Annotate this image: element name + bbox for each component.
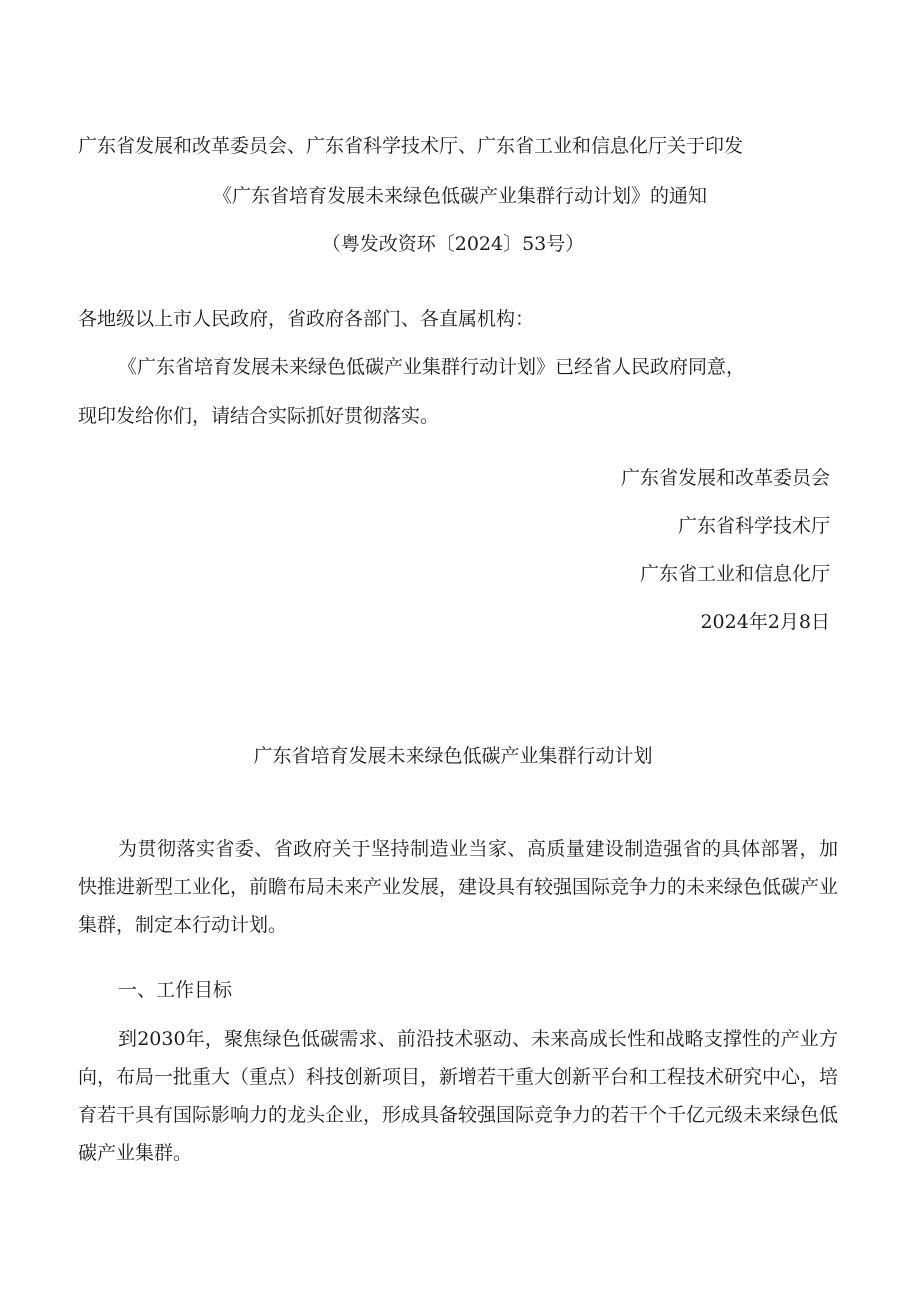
notice-doc-number: （粤发改资环〔2024〕53号）	[321, 233, 585, 255]
section1-paragraph: 到2030年，聚焦绿色低碳需求、前沿技术驱动、未来高成长性和战略支撑性的产业方向，布局一批重大（重点）科技创新项目，新增若干重大创新平台和工程技术研究中心，培育若干具有国际影响力的龙头企业，形成具备较强国际竞争力的若干个千亿元级未来绿色低碳产业集群。	[78, 1028, 839, 1164]
plan-intro-paragraph: 为贯彻落实省委、省政府关于坚持制造业当家、高质量建设制造强省的具体部署，加快推进新型工业化，前瞻布局未来产业发展，建设具有较强国际竞争力的未来绿色低碳产业集群，制定本行动计划。	[78, 838, 839, 936]
notice-title-line1: 广东省发展和改革委员会、广东省科学技术厅、广东省工业和信息化厅关于印发	[78, 135, 744, 157]
section1-heading: 一、工作目标	[118, 979, 233, 1001]
notice-body-line2: 现印发给你们，请结合实际抓好贯彻落实。	[78, 405, 440, 427]
signer-industry-it: 广东省工业和信息化厅	[639, 563, 830, 585]
notice-addressee: 各地级以上市人民政府，省政府各部门、各直属机构：	[78, 308, 535, 330]
notice-title-line2: 《广东省培育发展未来绿色低碳产业集群行动计划》的通知	[212, 185, 707, 207]
plan-title: 广东省培育发展未来绿色低碳产业集群行动计划	[253, 745, 653, 767]
notice-date: 2024年2月8日	[700, 611, 830, 633]
signer-science-tech: 广东省科学技术厅	[677, 515, 830, 537]
notice-body-line1: 《广东省培育发展未来绿色低碳产业集群行动计划》已经省人民政府同意，	[118, 356, 746, 378]
signer-ndrc: 广东省发展和改革委员会	[620, 467, 830, 489]
